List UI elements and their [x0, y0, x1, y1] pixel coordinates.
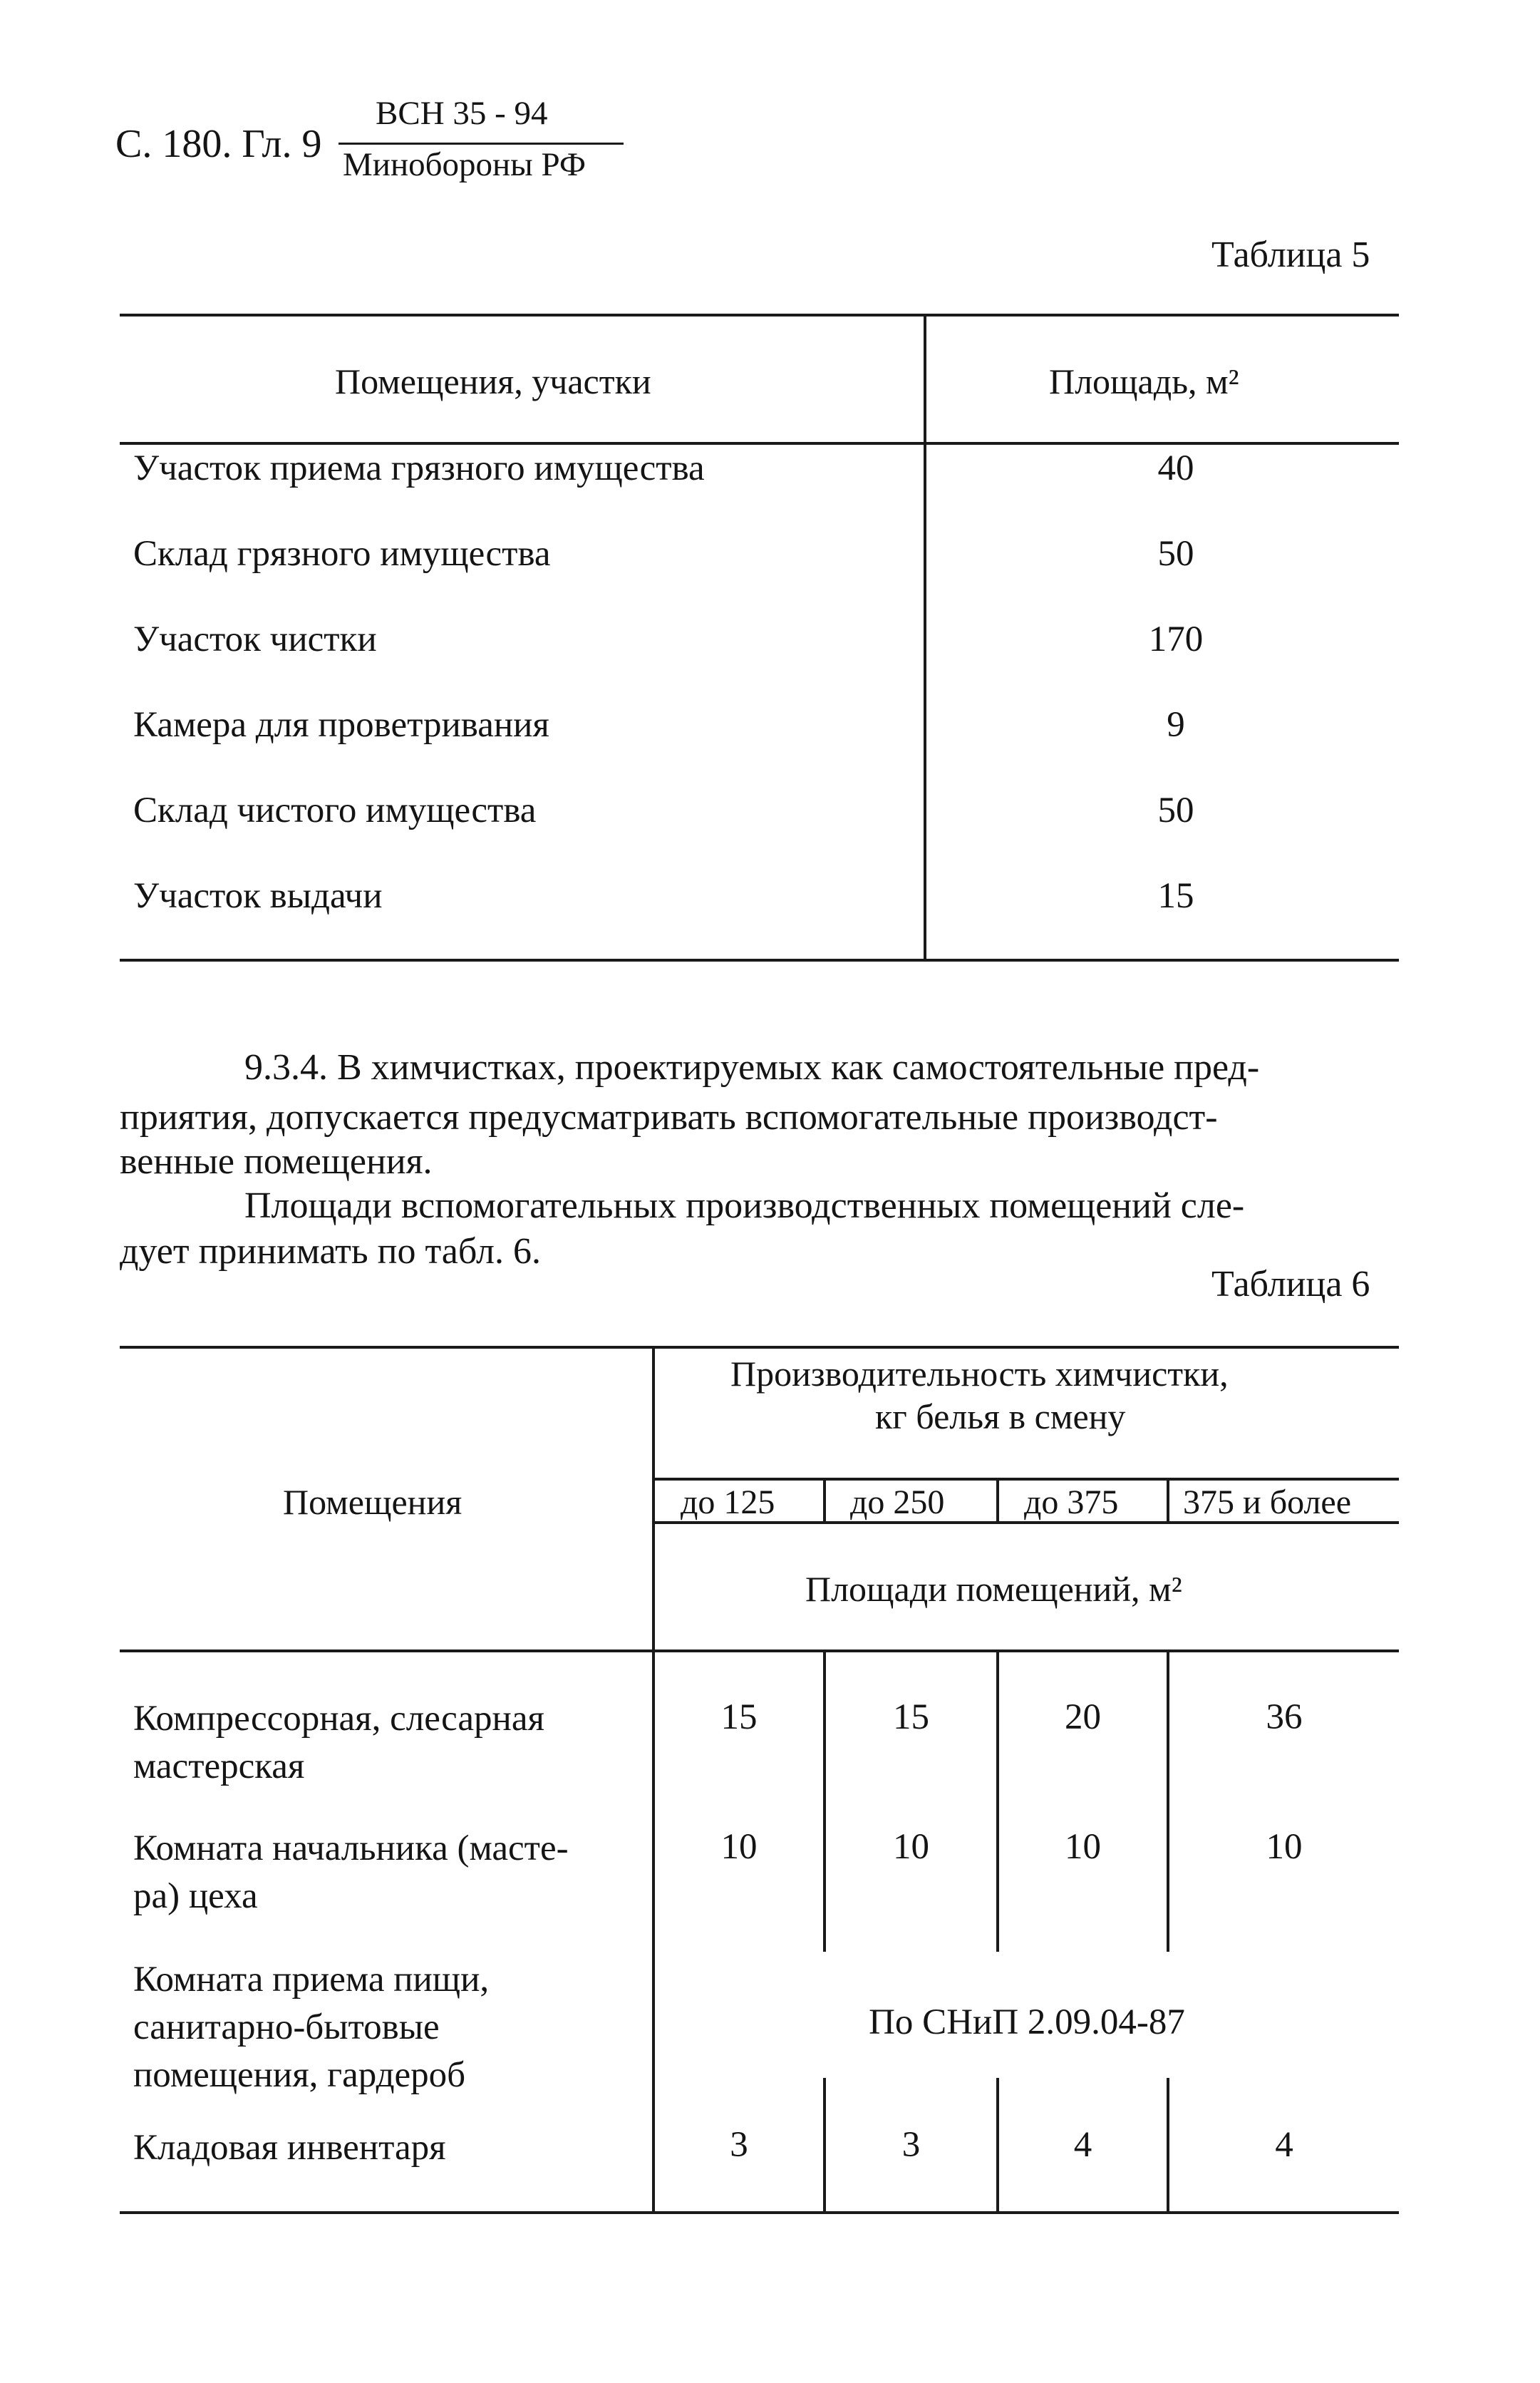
table6-value: 15: [720, 1697, 758, 1737]
table6-room-name: [133, 1825, 569, 1920]
table6-capacity-col: до 375: [1024, 1483, 1119, 1521]
ministry-name: Минобороны РФ: [343, 146, 586, 183]
table6-capacity-col: 375 и более: [1183, 1483, 1352, 1521]
table5-room-name: Участок приема грязного имущества: [133, 448, 705, 488]
table6-area-header: Площади помещений, м²: [805, 1569, 1182, 1609]
room-name-line: мастерская: [133, 1746, 305, 1786]
table5-top-rule: [120, 314, 1399, 316]
table6-value: 36: [1266, 1697, 1303, 1737]
table6-subheader-divider: [1167, 1479, 1169, 1522]
table6-capacity-col: до 125: [681, 1483, 775, 1521]
table6-value: 15: [893, 1697, 929, 1737]
table5-area-value: 40: [1157, 448, 1194, 488]
paragraph-line: Площади вспомогательных производственных помещений сле-: [244, 1185, 1245, 1226]
table6-bottom-rule: [120, 2211, 1399, 2214]
table5-room-name: Участок чистки: [133, 619, 377, 659]
paragraph-line: приятия, допускается предусматривать вспомогательные производст-: [120, 1097, 1218, 1138]
paragraph-line: 9.3.4. В химчистках, проектируемых как самостоятельные пред-: [244, 1047, 1260, 1088]
room-name-line: Комната начальника (масте-: [133, 1828, 569, 1868]
table6-value: 4: [1073, 2125, 1092, 2165]
table5-area-value: 50: [1157, 791, 1194, 830]
room-name-line: Комната приема пищи,: [133, 1960, 490, 1999]
table6-value: 3: [901, 2125, 921, 2165]
table6-header-rule: [120, 1649, 1399, 1652]
table6-group-header: Производительность химчистки,: [730, 1354, 1229, 1394]
table6-value: 10: [1266, 1827, 1303, 1867]
room-name-line: Компрессорная, слесарная: [133, 1699, 544, 1739]
table6-room-name: [133, 1956, 489, 2099]
table6-value: 4: [1275, 2125, 1293, 2165]
table6-top-rule: [120, 1346, 1399, 1349]
table5-area-value: 170: [1148, 619, 1204, 659]
table5-caption: Таблица 5: [1211, 235, 1370, 275]
room-name-line: помещения, гардероб: [133, 2055, 466, 2095]
table5-area-value: 9: [1167, 705, 1185, 745]
table6-room-name: [133, 2124, 446, 2172]
table6-value: 10: [893, 1827, 929, 1867]
table6-merged-value: По СНиП 2.09.04-87: [869, 2002, 1185, 2042]
header-fraction-line: [339, 143, 624, 145]
table6-group-header-unit: кг белья в смену: [875, 1396, 1126, 1436]
table6-value: 20: [1065, 1697, 1101, 1737]
table5-header-room: Помещения, участки: [335, 361, 651, 401]
table6-header-room: Помещения: [283, 1482, 462, 1522]
table6-subheader-divider: [996, 1479, 999, 1522]
table5-area-value: 50: [1157, 534, 1194, 574]
paragraph-line: дует принимать по табл. 6.: [120, 1231, 541, 1272]
table5-header-area: Площадь, м²: [1049, 361, 1239, 401]
room-name-line: ра) цеха: [133, 1876, 258, 1916]
table6-subheader-rule: [652, 1521, 1399, 1524]
table6-room-name: [133, 1695, 544, 1791]
table5-room-name: Склад чистого имущества: [133, 791, 537, 830]
table5-area-value: 15: [1157, 876, 1194, 916]
table5-room-name: Склад грязного имущества: [133, 534, 551, 574]
table5-header-rule: [120, 442, 1399, 445]
room-name-line: санитарно-бытовые: [133, 2007, 440, 2047]
table5-room-name: Камера для проветривания: [133, 705, 549, 745]
paragraph-line: венные помещения.: [120, 1141, 433, 1182]
table5-bottom-rule: [120, 959, 1399, 962]
table6-group-rule: [652, 1478, 1399, 1481]
table6-room-column-divider: [652, 1346, 655, 2214]
table6-subheader-divider: [823, 1479, 826, 1522]
table6-value: 3: [730, 2125, 748, 2165]
table6-value: 10: [720, 1827, 758, 1867]
room-name-line: Кладовая инвентаря: [133, 2128, 446, 2168]
table6-capacity-col: до 250: [850, 1483, 945, 1521]
table5-room-name: Участок выдачи: [133, 876, 383, 916]
table6-caption: Таблица 6: [1211, 1264, 1370, 1304]
table6-value: 10: [1065, 1827, 1101, 1867]
table5-column-divider: [924, 314, 926, 960]
page-reference: С. 180. Гл. 9: [115, 122, 322, 166]
document-code: ВСН 35 - 94: [376, 95, 548, 132]
